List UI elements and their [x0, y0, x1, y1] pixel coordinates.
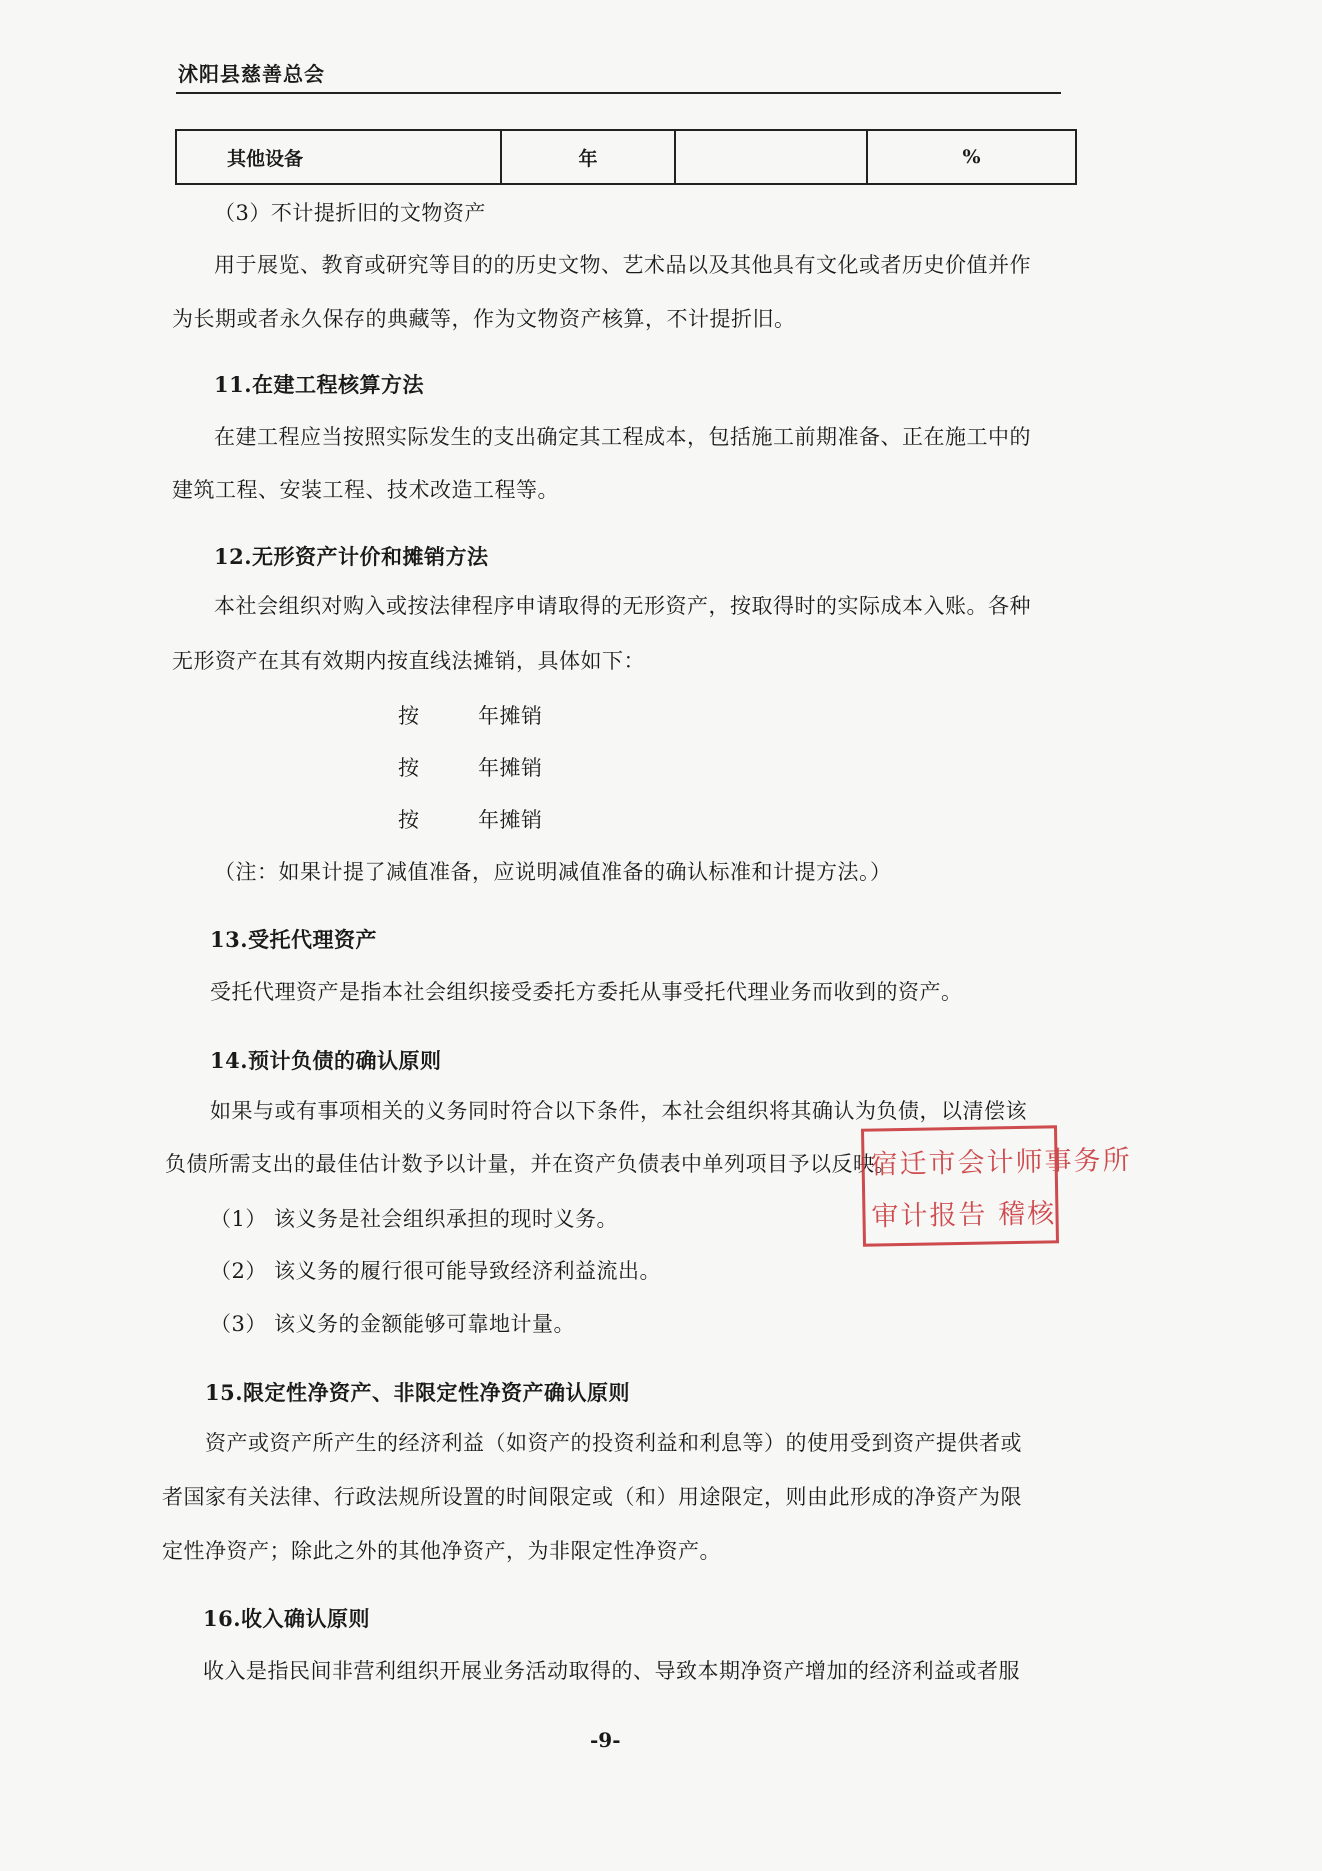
stamp-line-audit: 审计报告 稽核: [871, 1197, 1057, 1233]
header-divider: [176, 92, 1061, 94]
sec14-list-item: （2） 该义务的履行很可能导致经济利益流出。: [210, 1259, 662, 1283]
amortization-prefix: 按: [398, 756, 420, 780]
audit-stamp: [861, 1125, 1132, 1246]
table-cell-category: 其他设备: [176, 130, 501, 184]
sec14-list-item: （3） 该义务的金额能够可靠地计量。: [210, 1312, 576, 1336]
sec14-paragraph-line1: 如果与或有事项相关的义务同时符合以下条件，本社会组织将其确认为负债，以清偿该: [210, 1099, 1027, 1123]
asset-table: [175, 129, 1077, 185]
sec13-heading: 13.受托代理资产: [210, 927, 378, 952]
sec15-paragraph-line2: 者国家有关法律、行政法规所设置的时间限定或（和）用途限定，则由此形成的净资产为限: [162, 1485, 1022, 1509]
sec12-heading: 12.无形资产计价和摊销方法: [214, 544, 489, 569]
amortization-prefix: 按: [398, 808, 420, 832]
amortization-suffix: 年摊销: [478, 756, 543, 780]
sec12-paragraph-line2: 无形资产在其有效期内按直线法摊销，具体如下：: [172, 649, 645, 673]
sec15-paragraph-line1: 资产或资产所产生的经济利益（如资产的投资利益和利息等）的使用受到资产提供者或: [205, 1431, 1022, 1455]
sec14-list-item: （1） 该义务是社会组织承担的现时义务。: [210, 1207, 619, 1231]
table-row: [176, 130, 1076, 184]
sec12-note: （注：如果计提了减值准备，应说明减值准备的确认标准和计提方法。）: [214, 860, 892, 884]
amortization-suffix: 年摊销: [478, 808, 543, 832]
sec15-paragraph-line3: 定性净资产；除此之外的其他净资产，为非限定性净资产。: [162, 1539, 721, 1563]
table-cell-blank: [675, 130, 867, 184]
sec16-heading: 16.收入确认原则: [203, 1606, 371, 1631]
table-cell-percent: %: [867, 130, 1076, 184]
sec10-item3-paragraph-line1: 用于展览、教育或研究等目的的历史文物、艺术品以及其他具有文化或者历史价值并作: [214, 253, 1031, 277]
sec16-paragraph: 收入是指民间非营利组织开展业务活动取得的、导致本期净资产增加的经济利益或者服: [203, 1659, 1020, 1683]
sec14-heading: 14.预计负债的确认原则: [210, 1048, 442, 1073]
sec10-item3-heading: （3）不计提折旧的文物资产: [214, 201, 486, 225]
sec15-heading: 15.限定性净资产、非限定性净资产确认原则: [205, 1380, 631, 1405]
sec13-paragraph: 受托代理资产是指本社会组织接受委托方委托从事受托代理业务而收到的资产。: [210, 980, 963, 1004]
sec14-paragraph-line2: 负债所需支出的最佳估计数予以计量，并在资产负债表中单列项目予以反映。: [165, 1152, 896, 1176]
amortization-suffix: 年摊销: [478, 704, 543, 728]
sec10-item3-paragraph-line2: 为长期或者永久保存的典藏等，作为文物资产核算，不计提折旧。: [172, 307, 796, 331]
sec11-heading: 11.在建工程核算方法: [214, 372, 425, 397]
sec11-paragraph-line2: 建筑工程、安装工程、技术改造工程等。: [172, 478, 559, 502]
sec11-paragraph-line1: 在建工程应当按照实际发生的支出确定其工程成本，包括施工前期准备、正在施工中的: [214, 425, 1031, 449]
page-number: -9-: [590, 1728, 621, 1752]
sec12-paragraph-line1: 本社会组织对购入或按法律程序申请取得的无形资产，按取得时的实际成本入账。各种: [214, 594, 1031, 618]
table-cell-unit: 年: [501, 130, 675, 184]
amortization-prefix: 按: [398, 704, 420, 728]
stamp-line-firm: 宿迁市会计师事务所: [870, 1144, 1132, 1181]
header-org-name: 沭阳县慈善总会: [178, 62, 325, 86]
